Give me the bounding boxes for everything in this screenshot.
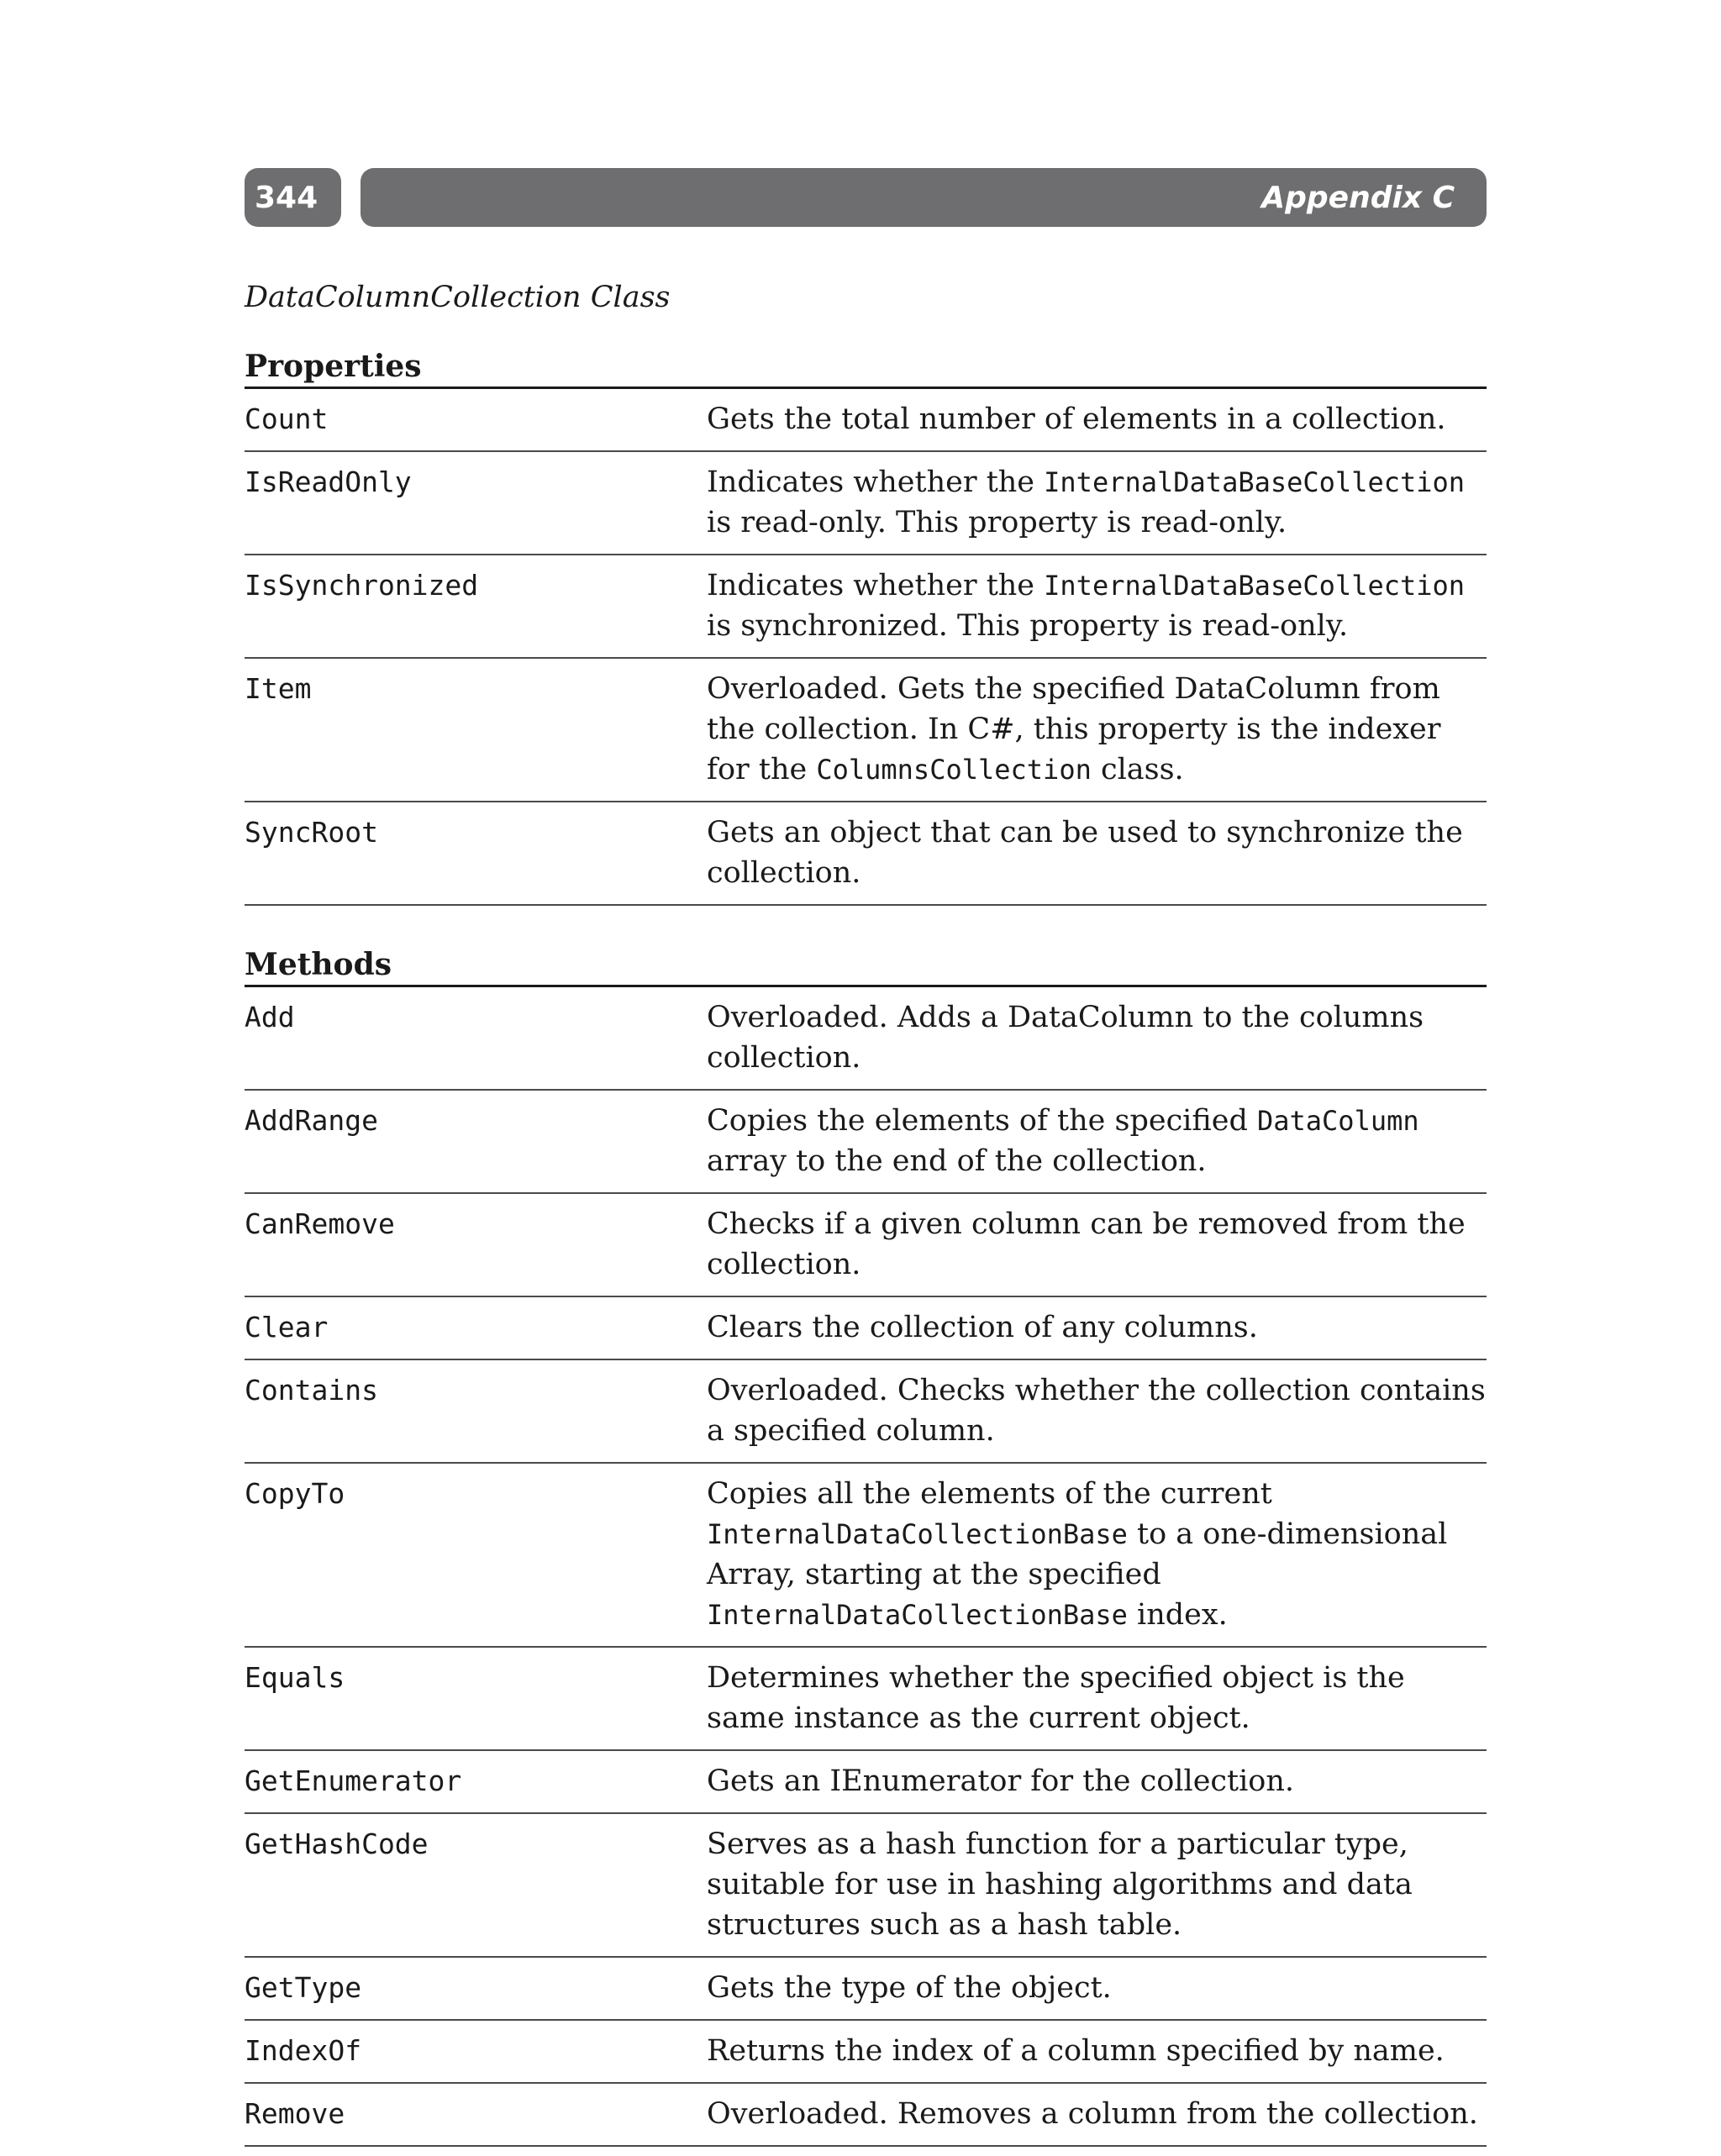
description-text: Determines whether the specified object is the same instance as the current object. <box>707 1661 1405 1735</box>
member-description <box>707 997 1487 1078</box>
description-text: is synchronized. This property is read-only. <box>707 609 1349 643</box>
code-text: DataColumn <box>1256 1105 1419 1137</box>
methods-heading: Methods <box>245 946 1487 987</box>
member-description <box>707 1370 1487 1451</box>
member-name: SyncRoot <box>245 816 378 849</box>
description-text: Indicates whether the <box>707 465 1045 499</box>
description-text: is read-only. This property is read-only. <box>707 506 1287 539</box>
member-name: Clear <box>245 1311 329 1344</box>
table-row <box>245 2021 1487 2084</box>
member-name: IsReadOnly <box>245 465 412 498</box>
description-text: Clears the collection of any columns. <box>707 1311 1258 1344</box>
member-description <box>707 1824 1487 1945</box>
description-text: Gets an object that can be used to synchronize the collection. <box>707 816 1463 890</box>
page-number: 344 <box>245 168 341 227</box>
page <box>245 168 1487 2147</box>
table-row <box>245 987 1487 1091</box>
member-name: GetHashCode <box>245 1827 429 1860</box>
description-text: class. <box>1091 753 1184 786</box>
section-label: Appendix C <box>361 168 1487 227</box>
description-text: Overloaded. Removes a column from the collection. <box>707 2097 1478 2131</box>
member-name: Equals <box>245 1661 345 1694</box>
table-row <box>245 1464 1487 1648</box>
member-description <box>707 1761 1487 1801</box>
member-description <box>707 1307 1487 1348</box>
description-text: Overloaded. Checks whether the collection contains a specified column. <box>707 1374 1486 1448</box>
description-text: Gets the total number of elements in a collection. <box>707 402 1446 436</box>
description-text: Overloaded. Adds a DataColumn to the columns collection. <box>707 1001 1424 1075</box>
methods-table <box>245 987 1487 2147</box>
member-name: GetEnumerator <box>245 1764 462 1797</box>
description-text: Checks if a given column can be removed from the collection. <box>707 1207 1466 1281</box>
table-row <box>245 1194 1487 1297</box>
member-name: Item <box>245 672 312 705</box>
properties-heading: Properties <box>245 348 1487 389</box>
description-text: Serves as a hash function for a particular type, suitable for use in hashing algorithms and data structures such as a hash table. <box>707 1827 1413 1942</box>
description-text: Copies the elements of the specified <box>707 1104 1257 1138</box>
code-text: InternalDataBaseCollection <box>1044 570 1466 602</box>
description-text: Copies all the elements of the current <box>707 1477 1272 1511</box>
code-text: ColumnsCollection <box>816 754 1092 786</box>
member-description <box>707 812 1487 893</box>
table-row <box>245 1648 1487 1751</box>
member-name: GetType <box>245 1971 362 2004</box>
member-name: AddRange <box>245 1104 378 1137</box>
member-name: IndexOf <box>245 2034 362 2067</box>
code-text: InternalDataCollectionBase <box>707 1518 1128 1550</box>
table-row <box>245 1360 1487 1464</box>
table-row <box>245 1958 1487 2021</box>
class-title: DataColumnCollection Class <box>245 281 671 314</box>
description-text: index. <box>1127 1598 1228 1632</box>
member-description <box>707 1968 1487 2008</box>
table-row <box>245 389 1487 452</box>
description-text: to a one-dimensional Array, starting at the specified <box>707 1517 1448 1591</box>
table-row <box>245 1297 1487 1360</box>
table-row <box>245 2084 1487 2147</box>
table-row <box>245 452 1487 555</box>
member-description <box>707 565 1487 646</box>
description-text: Gets the type of the object. <box>707 1971 1112 2005</box>
table-row <box>245 1751 1487 1814</box>
member-name: Remove <box>245 2097 345 2130</box>
table-row <box>245 1091 1487 1194</box>
member-name: CanRemove <box>245 1207 395 1240</box>
member-name: IsSynchronized <box>245 569 479 602</box>
member-description <box>707 1204 1487 1285</box>
member-name: Count <box>245 402 329 435</box>
methods-section <box>245 946 1487 2147</box>
code-text: InternalDataBaseCollection <box>1044 466 1466 498</box>
member-description <box>707 1658 1487 1738</box>
member-description <box>707 399 1487 439</box>
member-description <box>707 2031 1487 2071</box>
properties-section <box>245 348 1487 906</box>
member-description <box>707 462 1487 543</box>
description-text: Indicates whether the <box>707 569 1045 602</box>
description-text: array to the end of the collection. <box>707 1144 1207 1178</box>
member-description <box>707 669 1487 790</box>
member-name: Contains <box>245 1374 378 1407</box>
member-description <box>707 1101 1487 1181</box>
running-header <box>245 168 1487 229</box>
table-row <box>245 1814 1487 1958</box>
description-text: Gets an IEnumerator for the collection. <box>707 1764 1295 1798</box>
member-description <box>707 2094 1487 2134</box>
description-text: Overloaded. Gets the specified DataColumn from the collection. In C#, this property is the indexer for the <box>707 672 1441 786</box>
table-row <box>245 659 1487 802</box>
member-name: CopyTo <box>245 1477 345 1510</box>
properties-table <box>245 389 1487 906</box>
code-text: InternalDataCollectionBase <box>707 1599 1128 1631</box>
table-row <box>245 802 1487 906</box>
description-text: Returns the index of a column specified by name. <box>707 2034 1445 2068</box>
member-name: Add <box>245 1001 295 1033</box>
table-row <box>245 555 1487 659</box>
member-description <box>707 1474 1487 1635</box>
